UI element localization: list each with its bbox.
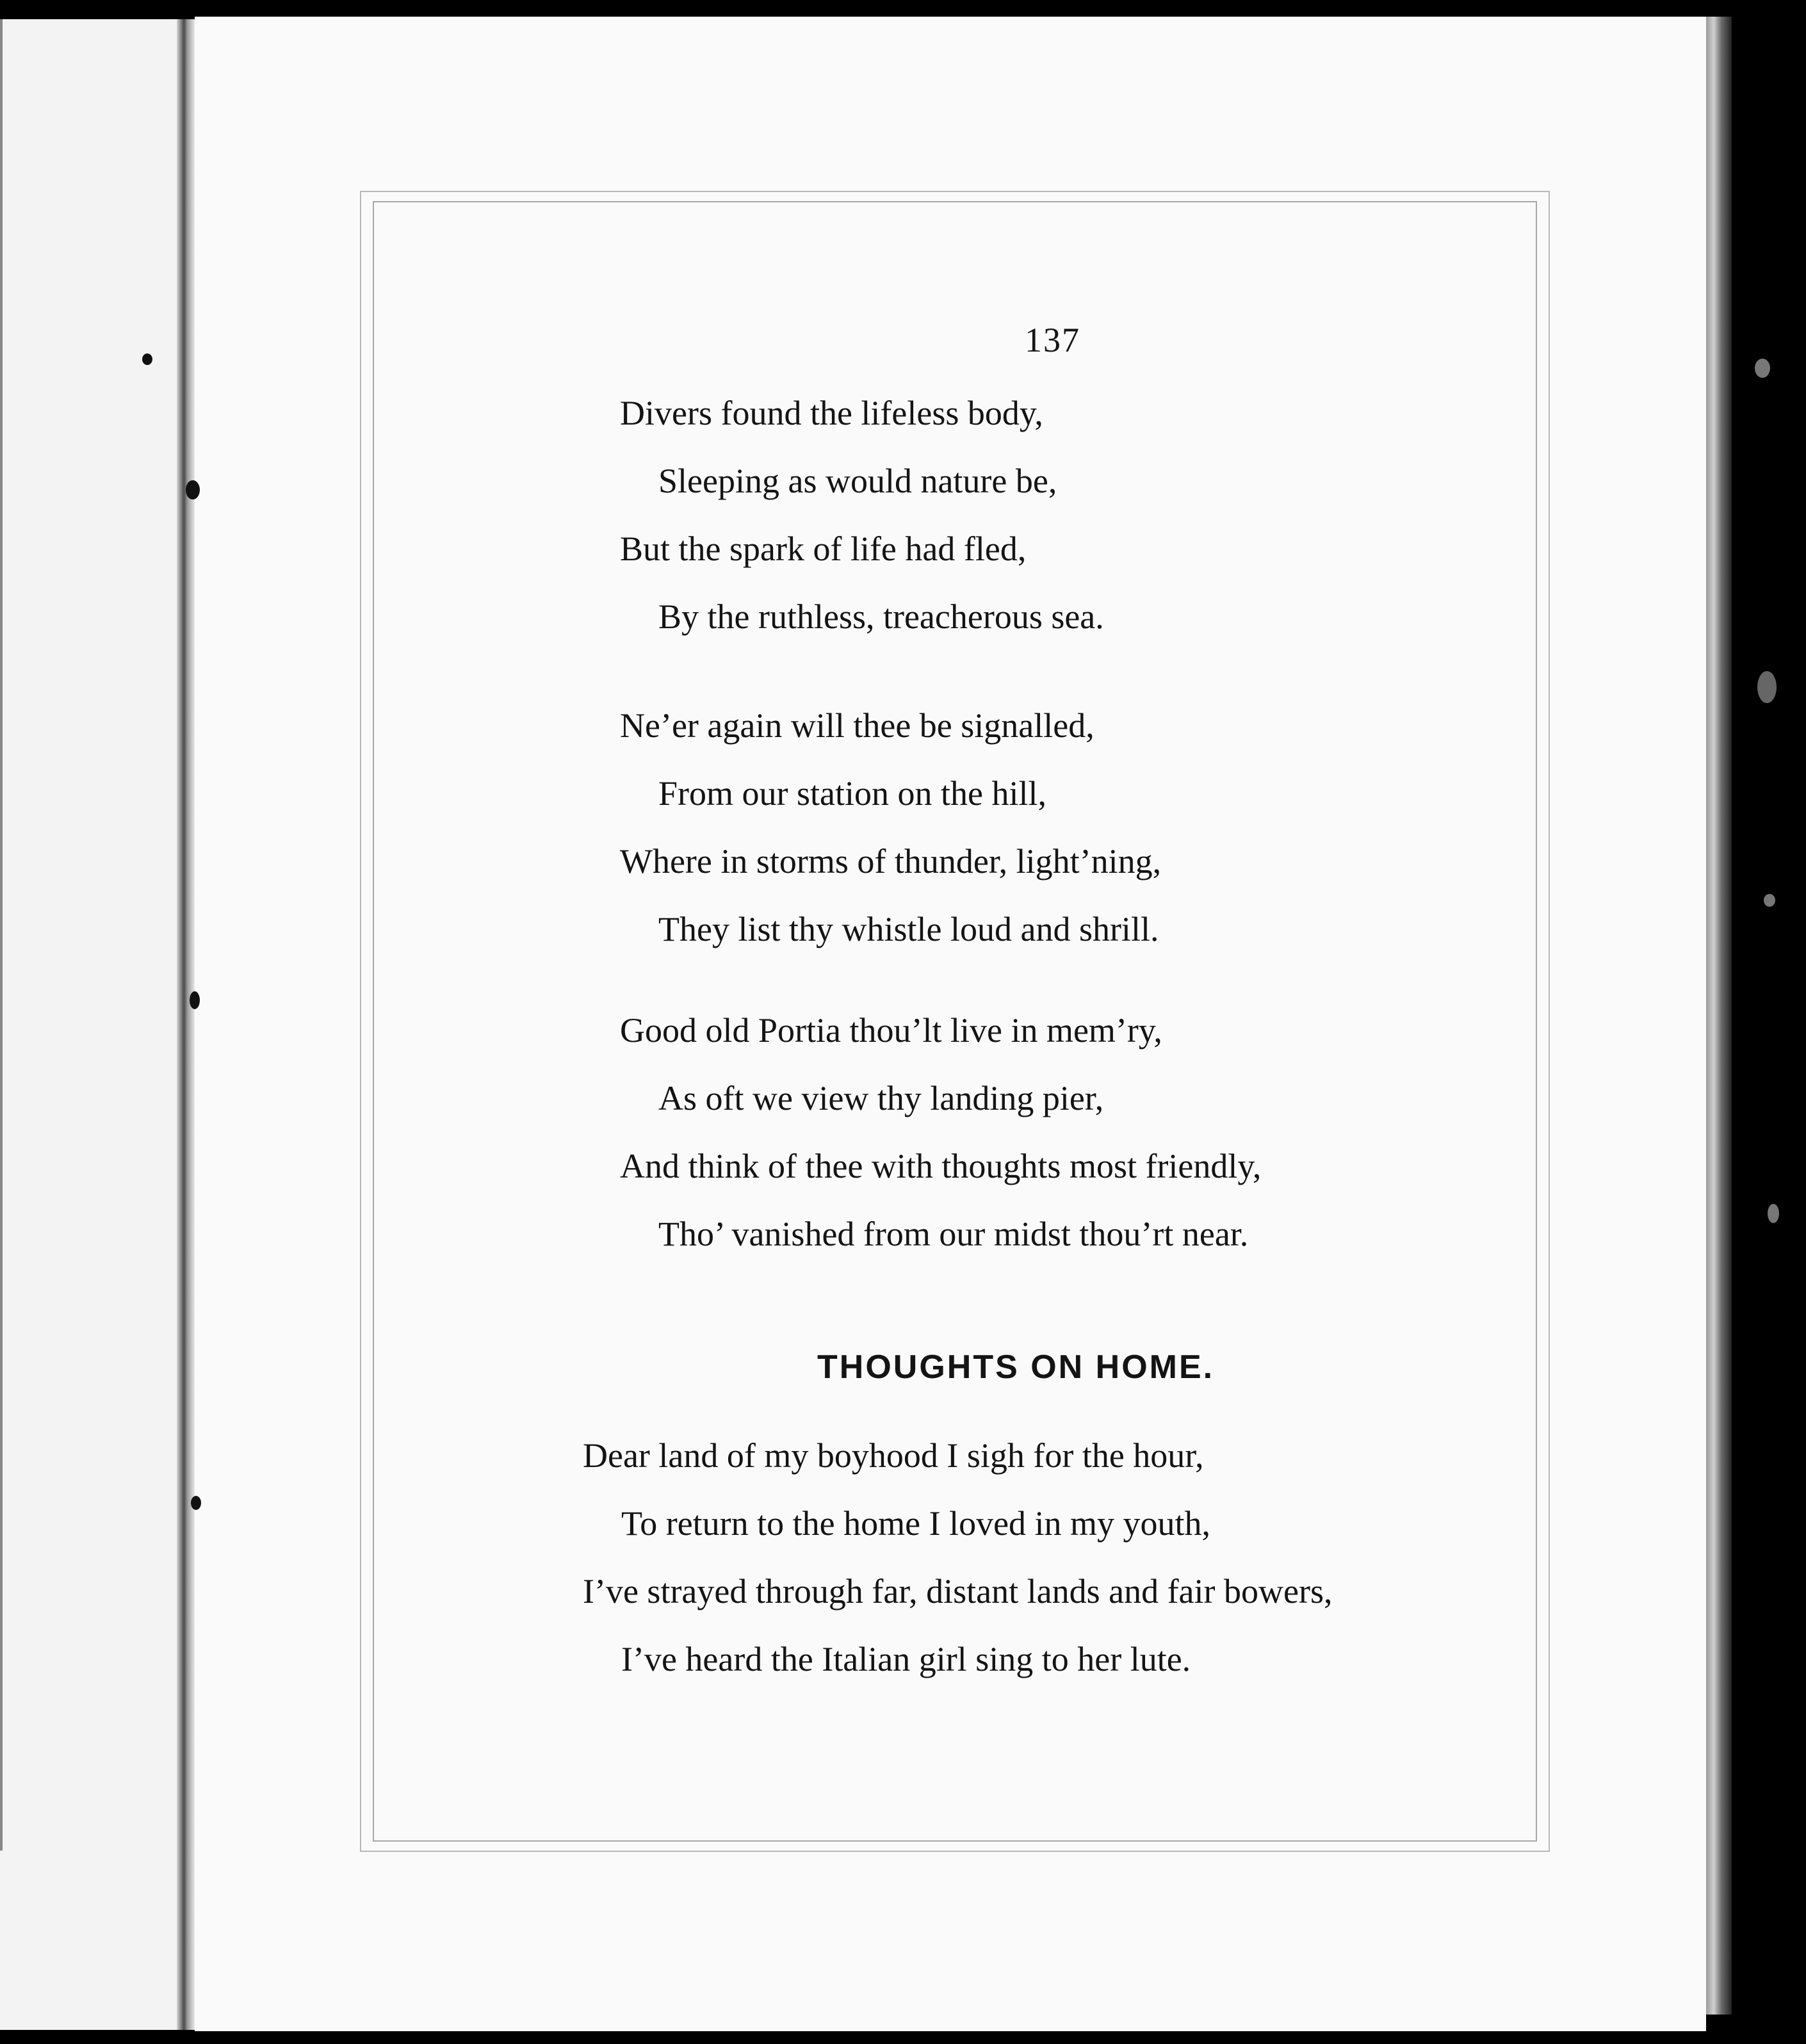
verse-line: Dear land of my boyhood I sigh for the hour,: [583, 1436, 1204, 1475]
verse-line: To return to the home I loved in my youth,: [621, 1504, 1211, 1543]
verse-line: From our station on the hill,: [658, 774, 1046, 813]
page-number: 137: [1025, 321, 1080, 359]
scan-speck: [190, 991, 200, 1009]
verse-line: Tho’ vanished from our midst thou’rt near.: [658, 1215, 1249, 1253]
scan-speck: [191, 1496, 201, 1510]
scan-speck: [186, 480, 200, 499]
verse-line: Good old Portia thou’lt live in mem’ry,: [620, 1011, 1162, 1050]
verse-line: Divers found the lifeless body,: [620, 394, 1043, 432]
page-edge: [1706, 17, 1732, 2015]
verse-line: Sleeping as would nature be,: [658, 462, 1057, 500]
verse-line: They list thy whistle loud and shrill.: [658, 910, 1159, 948]
verse-line: As oft we view thy landing pier,: [658, 1079, 1104, 1117]
verse-line: Where in storms of thunder, light’ning,: [620, 842, 1162, 880]
scan-speck: [1764, 894, 1775, 907]
poem-title: THOUGHTS ON HOME.: [817, 1349, 1215, 1386]
verse-line: I’ve heard the Italian girl sing to her lute.: [621, 1640, 1191, 1678]
verse-line: Ne’er again will thee be signalled,: [620, 706, 1094, 745]
scan-speck: [1757, 671, 1777, 703]
scan-speck: [1755, 359, 1770, 378]
left-page-edge: [0, 19, 3, 1851]
scan-speck: [1768, 1204, 1779, 1223]
book-gutter: [177, 19, 195, 2030]
scan-speck: [142, 353, 152, 365]
verse-line: By the ruthless, treacherous sea.: [658, 597, 1104, 636]
verse-line: I’ve strayed through far, distant lands and fair bowers,: [583, 1572, 1333, 1610]
verse-line: And think of thee with thoughts most friendly,: [620, 1147, 1262, 1185]
left-page: [0, 19, 186, 2030]
verse-line: But the spark of life had fled,: [620, 530, 1027, 568]
